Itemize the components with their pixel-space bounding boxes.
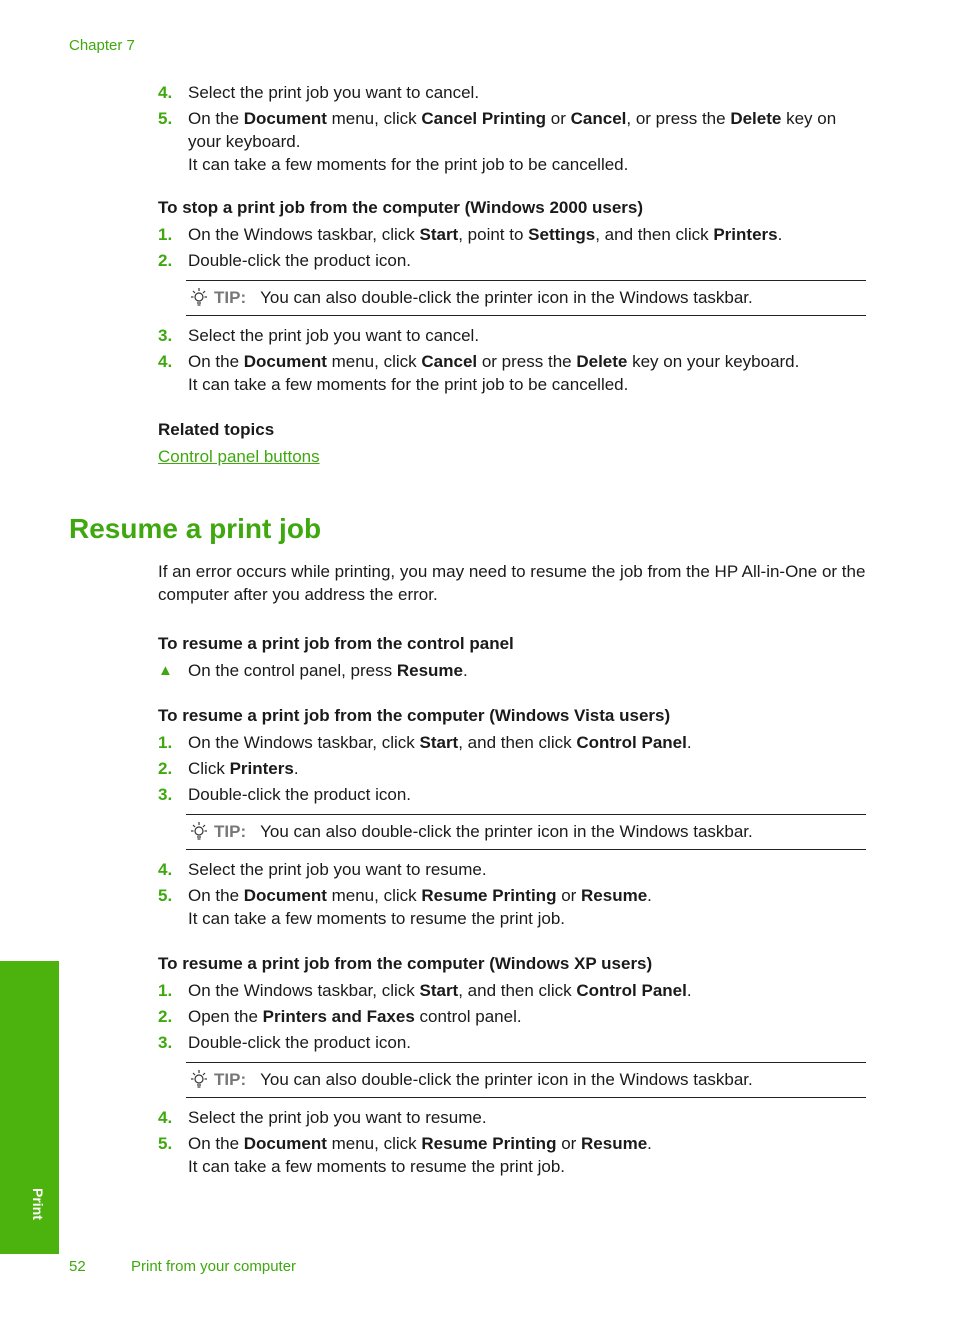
tip-label: TIP: bbox=[214, 1070, 247, 1089]
list-item bbox=[158, 1031, 866, 1054]
step-text: On the Windows taskbar, click Start, and then click Control Panel. bbox=[188, 733, 692, 752]
list-item bbox=[158, 659, 866, 682]
tip-box bbox=[186, 1062, 866, 1098]
list-item bbox=[158, 1106, 866, 1129]
steps-group bbox=[158, 1106, 866, 1178]
tip-text: You can also double-click the printer icon in the Windows taskbar. bbox=[260, 1070, 753, 1089]
lightbulb-icon bbox=[188, 287, 214, 309]
steps-group bbox=[158, 858, 866, 930]
section-heading: To resume a print job from the computer (Windows XP users) bbox=[158, 954, 653, 973]
page-title: Resume a print job bbox=[69, 513, 322, 544]
tip-box bbox=[186, 280, 866, 316]
steps-group bbox=[158, 81, 866, 176]
list-item bbox=[158, 1005, 866, 1028]
step-text: On the Document menu, click Resume Printing or Resume. It can take a few moments to resume the print job. bbox=[188, 1132, 866, 1178]
intro-paragraph: If an error occurs while printing, you may need to resume the job from the HP All-in-One or the computer after you address the error. bbox=[158, 562, 866, 604]
tip-text: You can also double-click the printer icon in the Windows taskbar. bbox=[260, 288, 753, 307]
step-text: Select the print job you want to cancel. bbox=[188, 326, 480, 345]
list-item bbox=[158, 858, 866, 881]
step-number: 4. bbox=[158, 860, 173, 879]
section-heading: To resume a print job from the computer (Windows Vista users) bbox=[158, 706, 671, 725]
side-tab-label: Print bbox=[30, 1188, 46, 1220]
steps-group bbox=[158, 731, 866, 806]
page-content bbox=[158, 81, 866, 468]
step-text: Double-click the product icon. bbox=[188, 251, 412, 270]
list-item bbox=[158, 757, 866, 780]
tip-box bbox=[186, 814, 866, 850]
list-item bbox=[158, 223, 866, 246]
step-text: Double-click the product icon. bbox=[188, 785, 412, 804]
step-number: 4. bbox=[158, 352, 173, 371]
step-number: 2. bbox=[158, 759, 173, 778]
step-note: It can take a few moments for the print job to be cancelled. bbox=[188, 155, 629, 174]
step-text: On the Document menu, click Cancel Printing or Cancel, or press the Delete key on your keyboard. It can take a few moments for the print job to be cancelled. bbox=[188, 107, 866, 176]
step-number: 1. bbox=[158, 225, 173, 244]
list-item bbox=[158, 1132, 866, 1178]
footer-section: Print from your computer bbox=[131, 1258, 297, 1275]
list-item bbox=[158, 979, 866, 1002]
steps-group bbox=[158, 324, 866, 396]
step-text: Open the Printers and Faxes control panel. bbox=[188, 1007, 522, 1026]
step-number: 5. bbox=[158, 886, 173, 905]
list-item bbox=[158, 350, 866, 396]
tip-text: You can also double-click the printer icon in the Windows taskbar. bbox=[260, 822, 753, 841]
section-heading: To stop a print job from the computer (Windows 2000 users) bbox=[158, 198, 644, 217]
list-item bbox=[158, 324, 866, 347]
step-text: On the Document menu, click Cancel or press the Delete key on your keyboard. It can take a few moments for the print job to be cancelled. bbox=[188, 350, 866, 396]
lightbulb-icon bbox=[188, 1069, 214, 1091]
step-number: 1. bbox=[158, 981, 173, 1000]
step-text: Select the print job you want to resume. bbox=[188, 860, 487, 879]
step-number: 2. bbox=[158, 251, 173, 270]
resume-content bbox=[158, 560, 866, 1181]
control-panel-buttons-link[interactable]: Control panel buttons bbox=[158, 447, 320, 466]
tip-label: TIP: bbox=[214, 822, 247, 841]
step-note: It can take a few moments for the print job to be cancelled. bbox=[188, 375, 629, 394]
step-number: 3. bbox=[158, 1033, 173, 1052]
triangle-bullet-icon: ▲ bbox=[158, 662, 173, 679]
step-number: 5. bbox=[158, 1134, 173, 1153]
step-note: It can take a few moments to resume the print job. bbox=[188, 909, 566, 928]
list-item bbox=[158, 107, 866, 176]
list-item bbox=[158, 783, 866, 806]
step-number: 2. bbox=[158, 1007, 173, 1026]
section-heading: To resume a print job from the control panel bbox=[158, 634, 514, 653]
step-number: 3. bbox=[158, 326, 173, 345]
tip-label: TIP: bbox=[214, 288, 247, 307]
step-text: Double-click the product icon. bbox=[188, 1033, 412, 1052]
side-tab bbox=[0, 961, 59, 1254]
step-text: On the Document menu, click Resume Printing or Resume. It can take a few moments to resume the print job. bbox=[188, 884, 866, 930]
lightbulb-icon bbox=[188, 821, 214, 843]
chapter-label: Chapter 7 bbox=[69, 37, 135, 54]
step-number: 3. bbox=[158, 785, 173, 804]
step-number: 4. bbox=[158, 1108, 173, 1127]
step-note: It can take a few moments to resume the print job. bbox=[188, 1157, 566, 1176]
related-topics-heading: Related topics bbox=[158, 420, 275, 439]
list-item bbox=[158, 731, 866, 754]
list-item bbox=[158, 81, 866, 104]
step-text: Select the print job you want to resume. bbox=[188, 1108, 487, 1127]
steps-group bbox=[158, 979, 866, 1054]
step-text: Select the print job you want to cancel. bbox=[188, 83, 480, 102]
page-number: 52 bbox=[69, 1258, 86, 1275]
step-number: 1. bbox=[158, 733, 173, 752]
step-text: Click Printers. bbox=[188, 759, 299, 778]
step-number: 4. bbox=[158, 83, 173, 102]
steps-group bbox=[158, 223, 866, 272]
step-text: On the Windows taskbar, click Start, and then click Control Panel. bbox=[188, 981, 692, 1000]
list-item bbox=[158, 884, 866, 930]
step-text: On the control panel, press Resume. bbox=[188, 661, 468, 680]
step-number: 5. bbox=[158, 109, 173, 128]
list-item bbox=[158, 249, 866, 272]
step-text: On the Windows taskbar, click Start, point to Settings, and then click Printers. bbox=[188, 225, 783, 244]
